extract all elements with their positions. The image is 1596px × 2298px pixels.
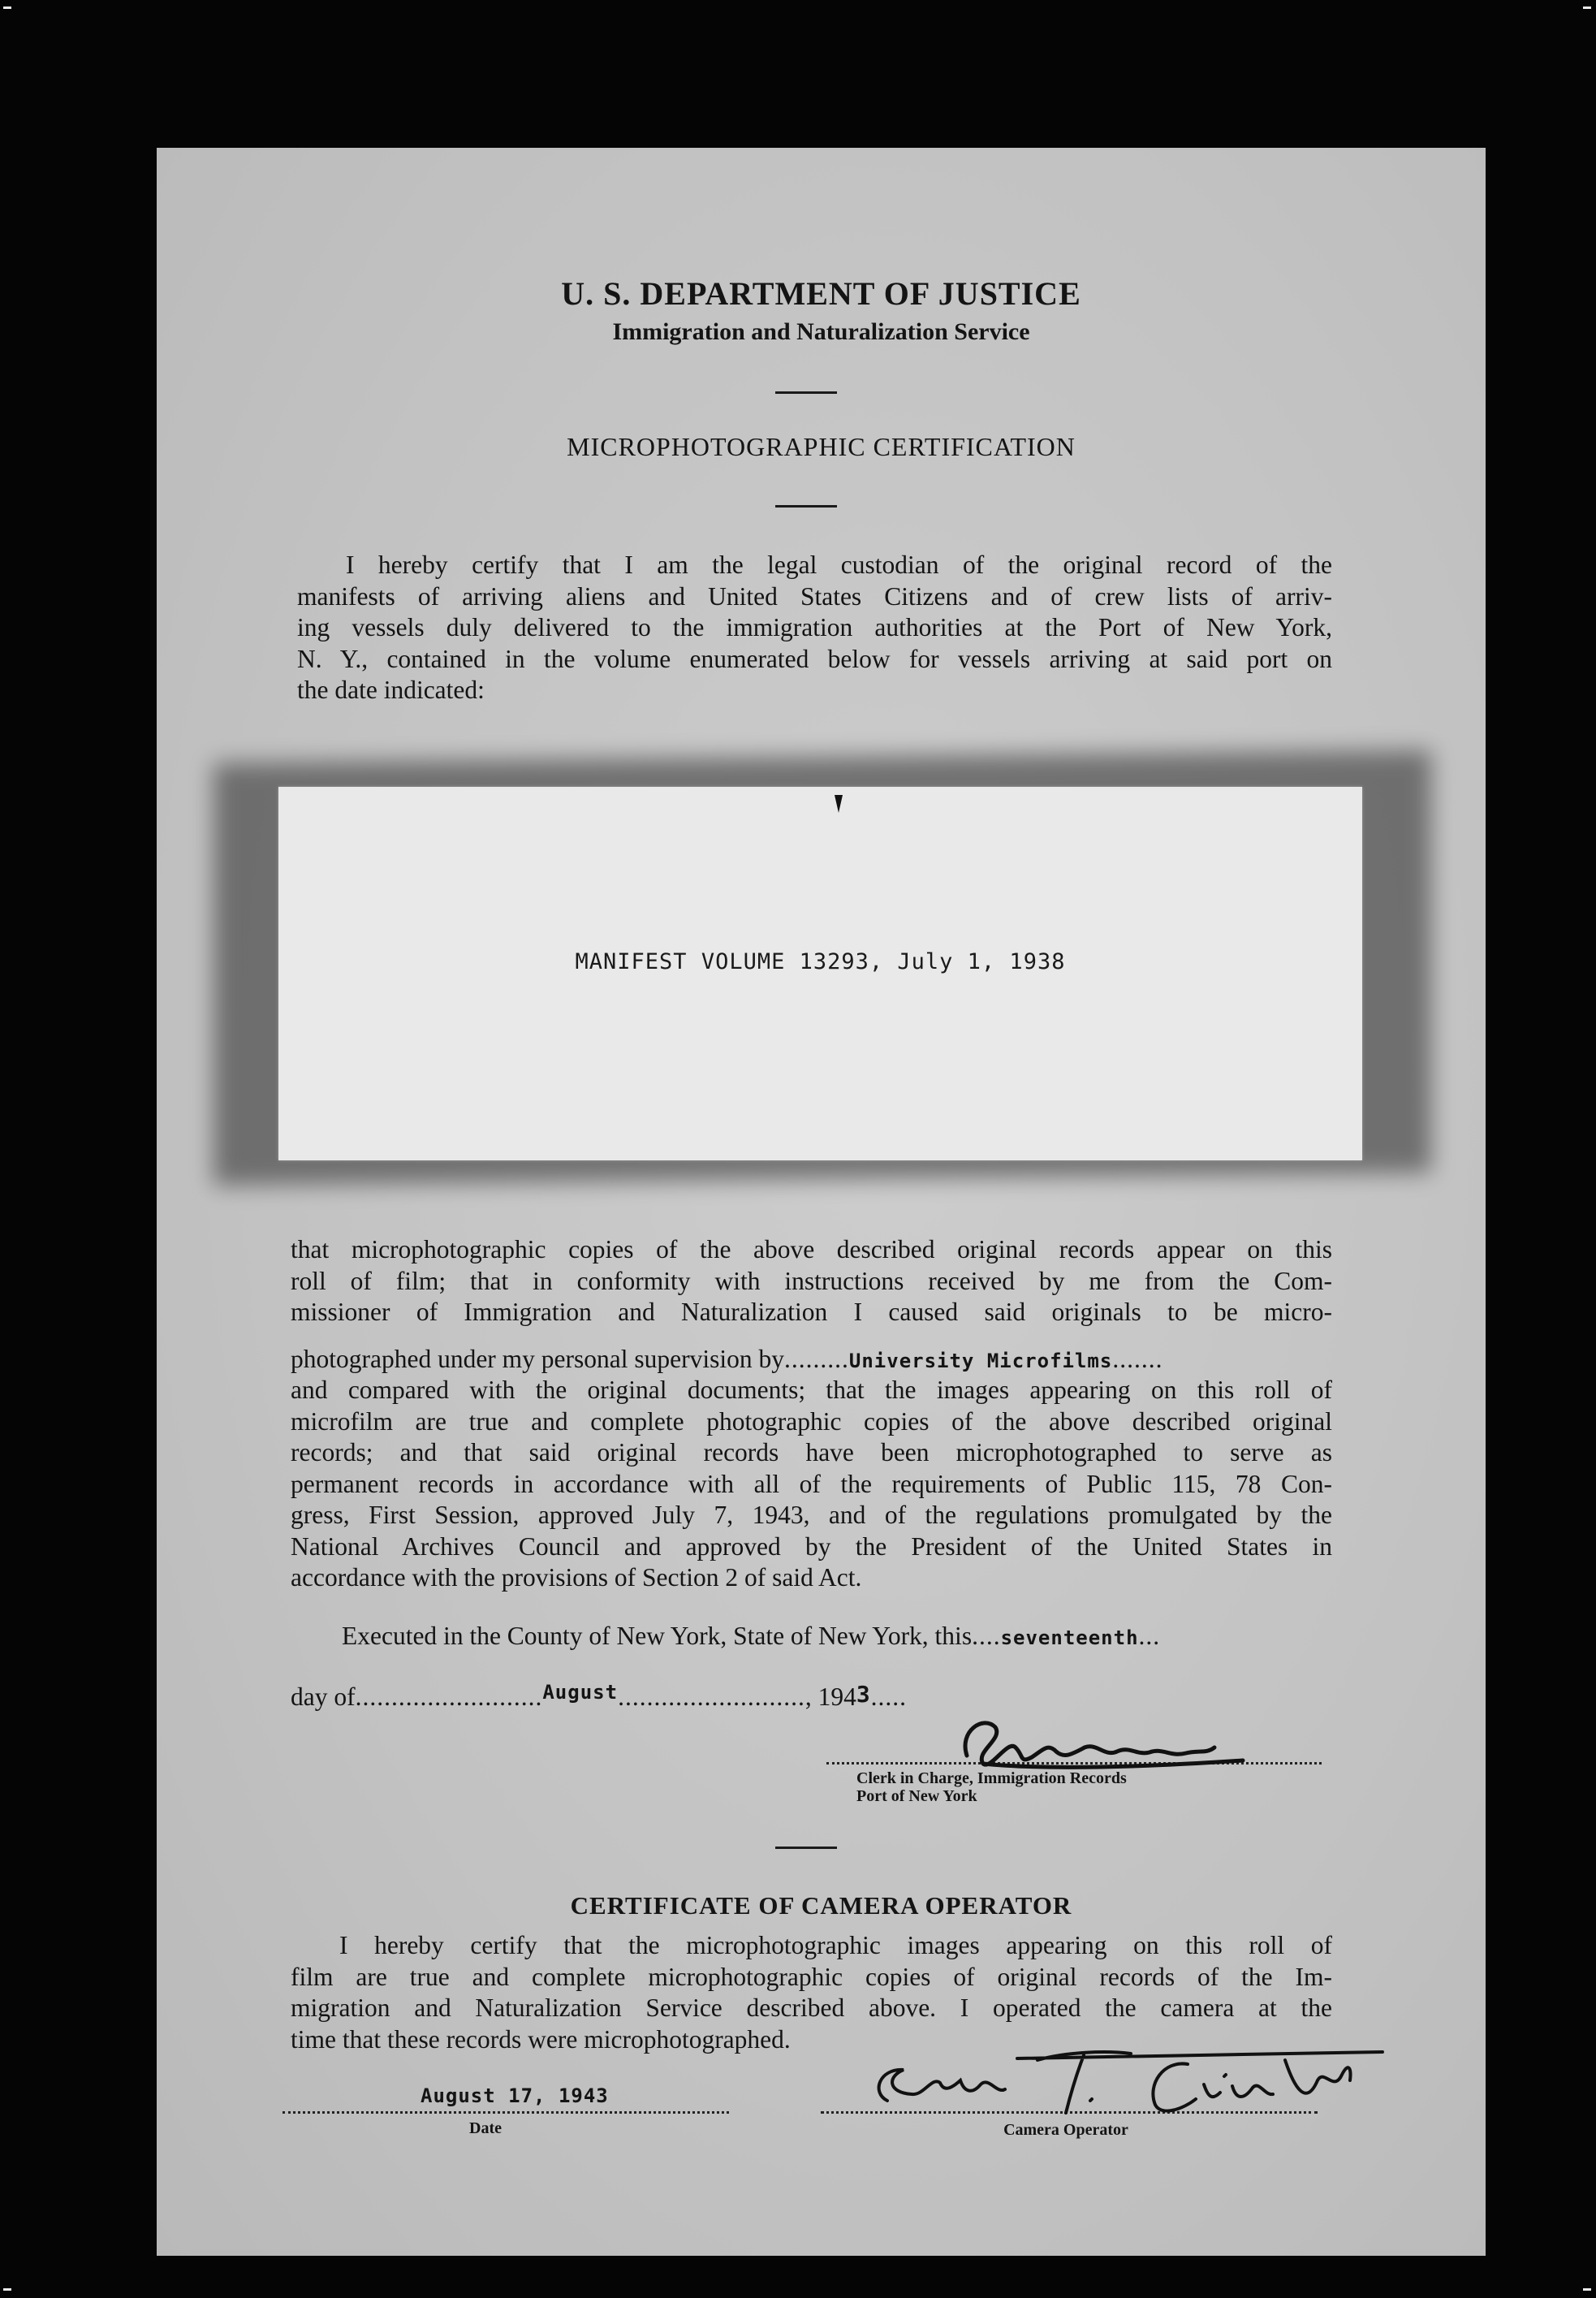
slip-mark bbox=[835, 795, 843, 813]
clerk-caption-line2: Port of New York bbox=[856, 1787, 977, 1805]
body-line: and compared with the original documents; that the images appearing on this roll of bbox=[291, 1376, 1332, 1404]
intro-line: ing vessels duly delivered to the immigration authorities at the Port of New York, bbox=[297, 613, 1332, 641]
date-line bbox=[283, 2111, 729, 2114]
dot-leader: ... bbox=[1138, 1622, 1161, 1650]
film-frame-mark bbox=[3, 2288, 11, 2291]
certification-heading: MICROPHOTOGRAPHIC CERTIFICATION bbox=[567, 432, 1076, 461]
day-of-line bbox=[291, 1682, 907, 1712]
body-line: accordance with the provisions of Section 2 of said Act. bbox=[291, 1563, 862, 1592]
body-line: records; and that said original records have been microphotographed to serve as bbox=[291, 1438, 1332, 1466]
body-paragraph-bottom bbox=[291, 1375, 1332, 1594]
dot-leader: .......................... bbox=[618, 1682, 805, 1711]
body-line: National Archives Council and approved by the President of the United States in bbox=[291, 1531, 1332, 1561]
certificate-document bbox=[157, 148, 1486, 2256]
executed-line bbox=[342, 1622, 1160, 1651]
dot-leader: ......... bbox=[784, 1345, 849, 1373]
clerk-caption bbox=[856, 1769, 1127, 1805]
date-label: Date bbox=[469, 2119, 502, 2137]
body-line: gress, First Session, approved July 7, 1943, and of the regulations promulgated by the bbox=[291, 1501, 1332, 1529]
executed-month: August bbox=[542, 1681, 619, 1704]
year-prefix: , 194 bbox=[804, 1682, 856, 1711]
supervision-name: University Microfilms bbox=[848, 1350, 1113, 1372]
dot-leader: ..... bbox=[870, 1682, 908, 1711]
camera-line: film are true and complete microphotographic copies of original records of the Im- bbox=[291, 1962, 1332, 1991]
body-line: missioner of Immigration and Naturalization I caused said originals to be micro- bbox=[291, 1298, 1332, 1326]
executed-prefix: Executed in the County of New York, State of New York, this bbox=[342, 1622, 973, 1650]
intro-line: N. Y., contained in the volume enumerated below for vessels arriving at said port on bbox=[297, 644, 1332, 673]
intro-line: manifests of arriving aliens and United States Citizens and of crew lists of arriv- bbox=[297, 581, 1332, 611]
document-subtitle: Immigration and Naturalization Service bbox=[612, 318, 1030, 345]
camera-line: time that these records were microphotographed. bbox=[291, 2024, 791, 2054]
manifest-slip bbox=[278, 787, 1362, 1160]
intro-line: the date indicated: bbox=[297, 676, 485, 704]
document-title: U. S. DEPARTMENT OF JUSTICE bbox=[561, 275, 1081, 312]
clerk-caption-line1: Clerk in Charge, Immigration Records bbox=[856, 1769, 1127, 1787]
divider bbox=[775, 505, 837, 508]
year-digit: 3 bbox=[856, 1681, 871, 1708]
dot-leader: ....... bbox=[1112, 1345, 1163, 1373]
supervision-line bbox=[291, 1345, 1332, 1374]
body-paragraph-top bbox=[291, 1234, 1332, 1328]
film-frame-mark bbox=[3, 6, 11, 9]
operator-label: Camera Operator bbox=[1003, 2121, 1128, 2139]
body-line: permanent records in accordance with all of the requirements of Public 115, 78 Con- bbox=[291, 1469, 1332, 1498]
day-of-label: day of bbox=[291, 1682, 356, 1711]
intro-line: I hereby certify that I am the legal custodian of the original record of the bbox=[346, 551, 1332, 579]
body-line: roll of film; that in conformity with instructions received by me from the Com- bbox=[291, 1266, 1332, 1295]
camera-certificate-heading: CERTIFICATE OF CAMERA OPERATOR bbox=[570, 1891, 1072, 1920]
camera-line: I hereby certify that the microphotographic images appearing on this roll of bbox=[339, 1931, 1332, 1959]
body-line: microfilm are true and complete photographic copies of the above described original bbox=[291, 1406, 1332, 1436]
camera-date-value: August 17, 1943 bbox=[421, 2084, 609, 2107]
intro-paragraph bbox=[297, 550, 1332, 706]
film-frame-mark bbox=[1583, 2288, 1591, 2291]
dot-leader: .... bbox=[972, 1622, 1001, 1650]
manifest-volume-text: MANIFEST VOLUME 13293, July 1, 1938 bbox=[575, 949, 1066, 974]
film-frame-mark bbox=[1583, 6, 1591, 9]
divider bbox=[775, 391, 837, 394]
executed-day: seventeenth bbox=[1000, 1626, 1139, 1649]
dot-leader: .......................... bbox=[355, 1682, 543, 1711]
supervision-prefix: photographed under my personal supervision by bbox=[291, 1345, 785, 1373]
camera-line: migration and Naturalization Service described above. I operated the camera at the bbox=[291, 1993, 1332, 2022]
body-line: that microphotographic copies of the above described original records appear on this bbox=[291, 1235, 1332, 1263]
divider bbox=[775, 1847, 837, 1849]
camera-operator-signature bbox=[863, 2036, 1399, 2133]
